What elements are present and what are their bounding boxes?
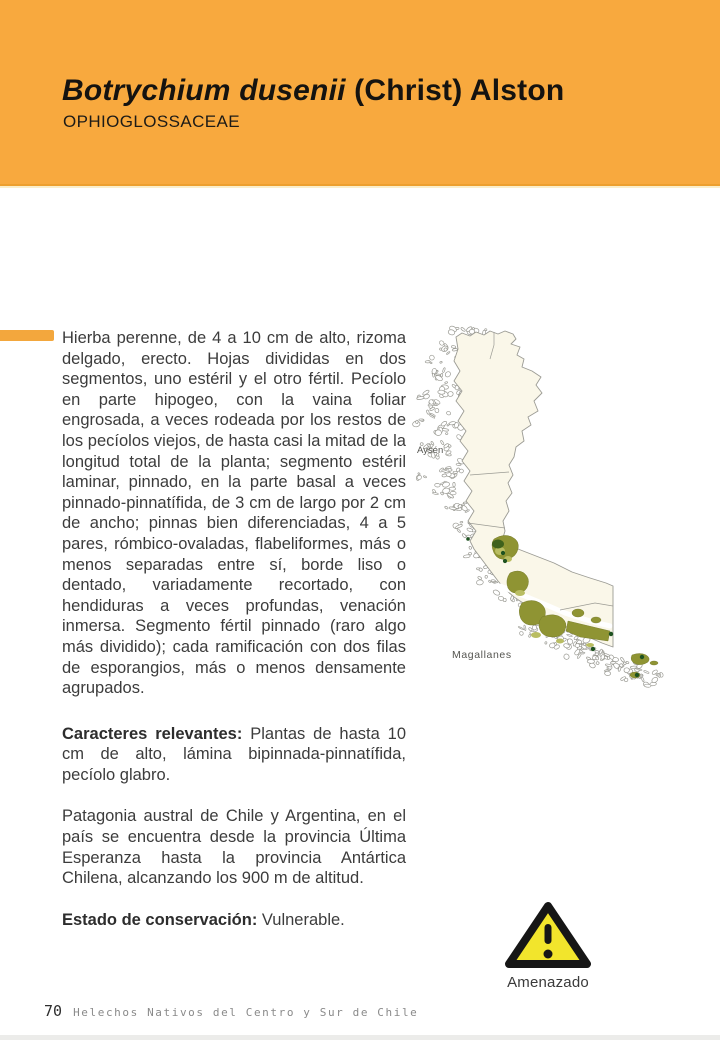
conservation-status-label: Estado de conservación:	[62, 910, 258, 929]
conservation-status-paragraph: Estado de conservación: Vulnerable.	[62, 910, 345, 929]
species-title	[62, 74, 564, 108]
distribution-paragraph: Patagonia austral de Chile y Argentina, en el país se encuentra desde la provincia Última Esperanza hasta la provincia Antártica Chilena, alcanzando los 900 m de altitud.	[62, 807, 406, 888]
distribution-map	[410, 325, 720, 735]
relevant-characters-label: Caracteres relevantes:	[62, 724, 243, 743]
threat-status	[503, 900, 593, 991]
book-title: Helechos Nativos del Centro y Sur de Chile	[73, 1006, 419, 1019]
threat-status-label: Amenazado	[507, 974, 589, 991]
section-marker-bar	[0, 330, 54, 341]
map-label-magallanes: Magallanes	[452, 649, 512, 661]
species-author: (Christ) Alston	[345, 74, 565, 107]
page-footer	[44, 1002, 418, 1022]
relevant-characters-paragraph: Caracteres relevantes: Plantas de hasta 10 cm de alto, lámina bipinnada-pinnatífida, pecíolo glabro.	[62, 724, 406, 784]
page-bottom-edge	[0, 1035, 720, 1040]
distribution-core-patch	[492, 540, 504, 549]
family-name: OPHIOGLOSSACEAE	[63, 112, 240, 131]
description-paragraph: Hierba perenne, de 4 a 10 cm de alto, rizoma delgado, erecto. Hojas divididas en dos segmentos, uno estéril y el otro fértil. Pecíolo en parte hipogeo, con la vaina foliar engrosada, a veces rodeada por los restos de los pecíolos viejos, de hasta casi la mitad de la longitud total de la planta; segmento estéril laminar, pinnado, en la parte basal a veces pinnado-pinnatífida, de 3 cm de largo por 2 cm de ancho; pinnas bien diferenciadas, 4 a 5 pares, rómbico-ovaladas, flabeliformes, más o menos separadas entre sí, borde liso o dentado, variadamente recortado, con hendiduras a veces profundas, venación inmersa. Segmento fértil pinnado (raro algo más dividido); cada ramificación con dos filas de esporangios, más o menos densamente agrupados.	[62, 329, 406, 698]
map-label-aysen: Aysén	[417, 445, 444, 456]
species-header-band	[0, 0, 720, 186]
page-number: 70	[44, 1002, 63, 1020]
description-column	[62, 328, 406, 930]
species-scientific-name: Botrychium dusenii	[62, 74, 346, 107]
warning-triangle-icon	[503, 900, 593, 970]
